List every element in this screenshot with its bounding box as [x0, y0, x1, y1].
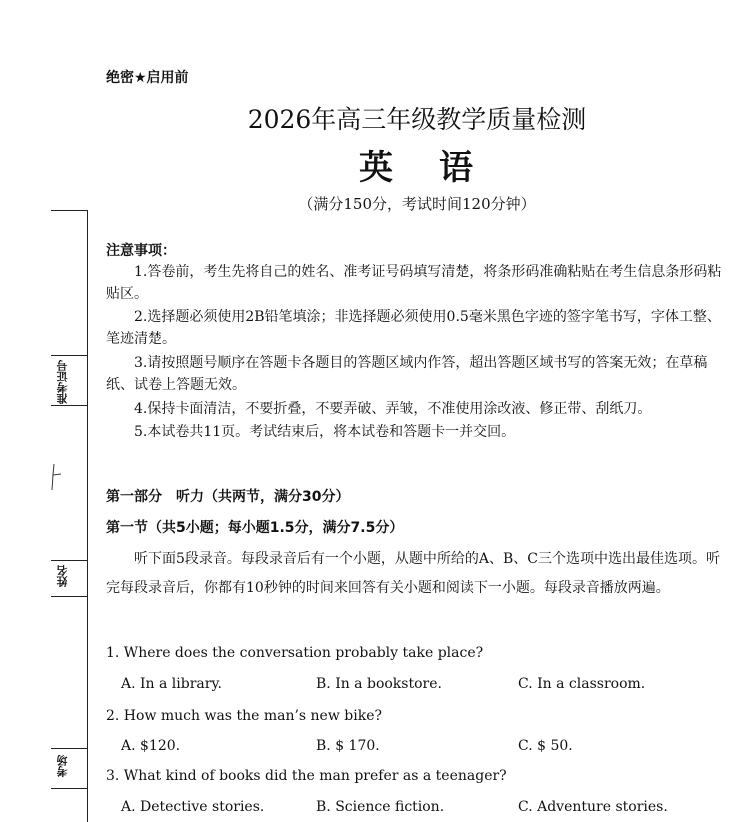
margin-label-room: 考场	[56, 755, 69, 777]
margin-label-name: 姓名	[56, 565, 69, 587]
exam-title: 2026年高三年级教学质量检测	[247, 105, 587, 134]
question-stem: 2. How much was the man’s new bike?	[106, 708, 382, 724]
part-heading: 第一部分 听力（共两节，满分30分）	[106, 489, 350, 505]
confidential-label: 绝密★启用前	[106, 70, 189, 86]
notice-heading: 注意事项：	[106, 243, 176, 259]
margin-divider	[51, 405, 87, 406]
section-heading: 第一节（共5小题；每小题1.5分，满分7.5分）	[106, 520, 404, 536]
margin-divider	[51, 788, 87, 789]
margin-divider	[51, 596, 87, 597]
margin-divider	[51, 560, 87, 561]
subject-title	[0, 140, 752, 189]
notice-item: 1.答卷前，考生先将自己的姓名、准考证号码填写清楚，将条形码准确粘贴在考生信息条形码粘贴区。	[106, 264, 722, 302]
option-b: B. In a bookstore.	[316, 676, 442, 692]
option-c: C. In a classroom.	[518, 676, 646, 692]
subject-char-2: 语	[439, 148, 475, 188]
notice-item: 3.请按照题号顺序在答题卡各题目的答题区域内作答，超出答题区域书写的答案无效；在草稿纸、试卷上答题无效。	[106, 355, 708, 393]
score-time-note: （满分150分，考试时间120分钟）	[298, 195, 536, 213]
margin-label-exam-id: 准考证号	[56, 360, 69, 404]
option-c: C. $ 50.	[518, 738, 573, 754]
option-a: A. In a library.	[121, 676, 222, 692]
margin-divider	[51, 748, 87, 749]
option-a: A. Detective stories.	[121, 799, 265, 815]
pencil-mark-icon	[48, 463, 62, 491]
question-stem: 1. Where does the conversation probably take place?	[106, 645, 484, 661]
listening-instructions: 听下面5段录音。每段录音后有一个小题，从题中所给的A、B、C三个选项中选出最佳选项。听完每段录音后，你都有10秒钟的时间来回答有关小题和阅读下一小题。每段录音播放两遍。	[106, 551, 721, 596]
option-b: B. $ 170.	[316, 738, 380, 754]
margin-divider	[51, 355, 87, 356]
binding-margin	[51, 210, 88, 822]
subject-char-1: 英	[359, 148, 395, 188]
notice-item: 5.本试卷共11页。考试结束后，将本试卷和答题卡一并交回。	[134, 424, 516, 440]
notice-item: 2.选择题必须使用2B铅笔填涂；非选择题必须使用0.5毫米黑色字迹的签字笔书写，字体工整、笔迹清楚。	[106, 309, 721, 347]
question-stem: 3. What kind of books did the man prefer as a teenager?	[106, 768, 507, 784]
option-b: B. Science fiction.	[316, 799, 445, 815]
notice-item: 4.保持卡面清洁，不要折叠，不要弄破、弄皱，不准使用涂改液、修正带、刮纸刀。	[134, 401, 652, 417]
option-c: C. Adventure stories.	[518, 799, 668, 815]
option-a: A. $120.	[121, 738, 181, 754]
